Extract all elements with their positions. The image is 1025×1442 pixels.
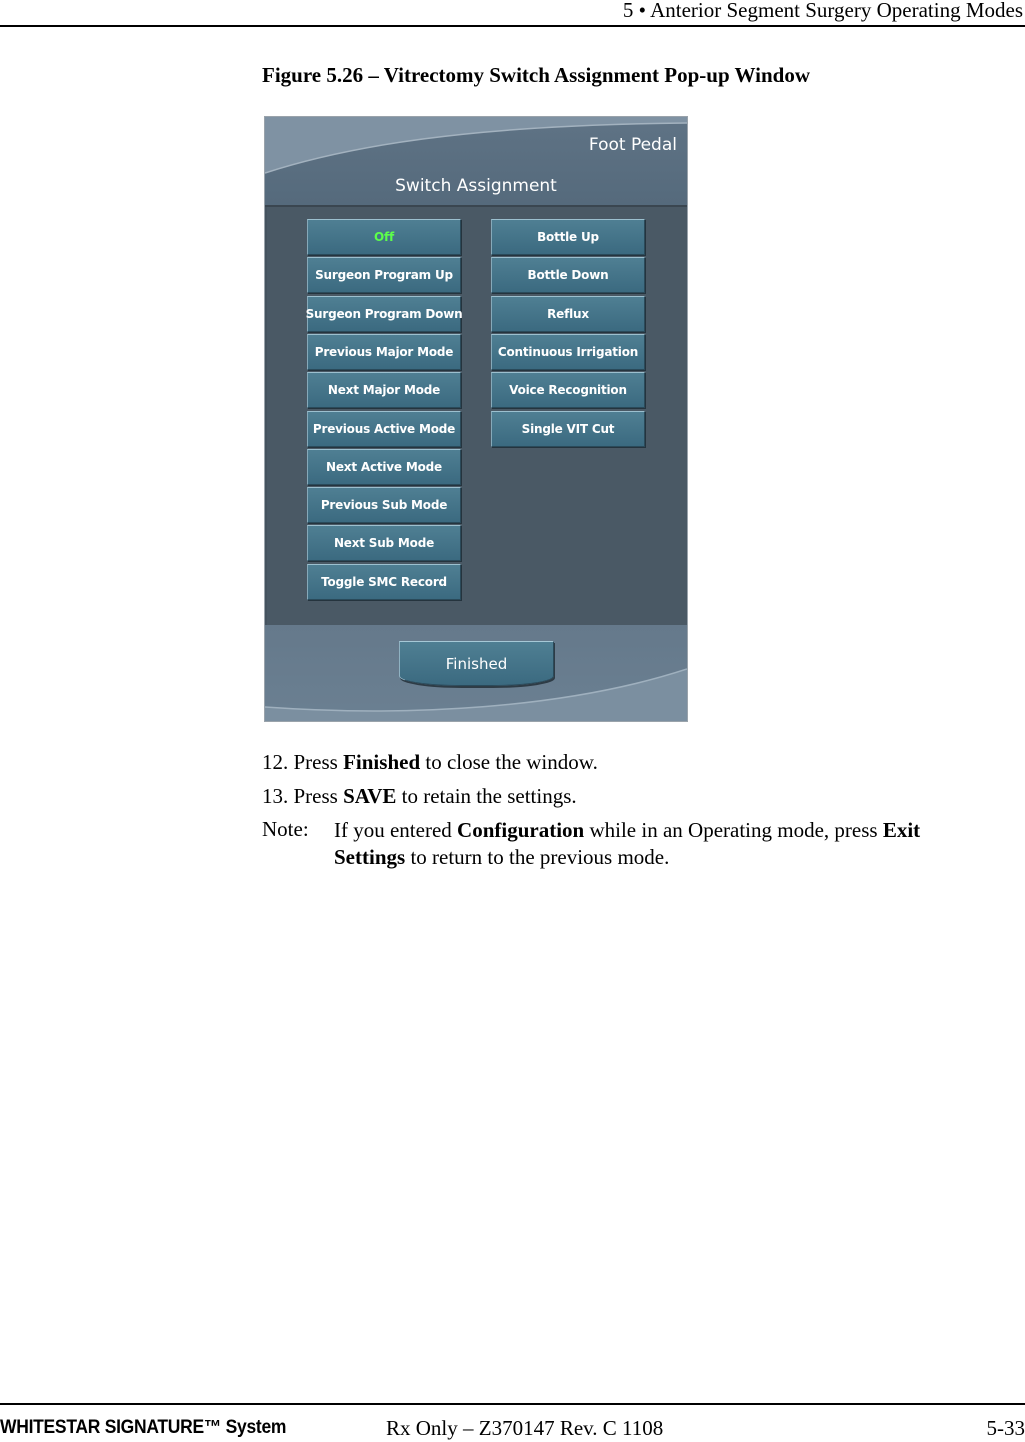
switch-option-toggle-smc-record[interactable]: Toggle SMC Record bbox=[307, 564, 461, 600]
switch-option-bottle-down[interactable]: Bottle Down bbox=[491, 257, 645, 293]
step-keyword: SAVE bbox=[343, 784, 397, 808]
step-number: 12. bbox=[262, 750, 289, 774]
foot-pedal-label: Foot Pedal bbox=[588, 135, 677, 155]
footer-doc-id: Rx Only – Z370147 Rev. C 1108 bbox=[386, 1416, 664, 1440]
switch-option-voice-recognition[interactable]: Voice Recognition bbox=[491, 372, 645, 408]
switch-options-area bbox=[267, 207, 687, 627]
switch-option-continuous-irrigation[interactable]: Continuous Irrigation bbox=[491, 334, 645, 370]
finished-button[interactable]: Finished bbox=[399, 641, 554, 686]
popup-header bbox=[265, 117, 687, 207]
switch-option-next-major-mode[interactable]: Next Major Mode bbox=[307, 372, 461, 408]
note-text-part: while in an Operating mode, press bbox=[589, 818, 878, 842]
step-text: to retain the settings. bbox=[401, 784, 577, 808]
switch-option-bottle-up[interactable]: Bottle Up bbox=[491, 219, 645, 255]
footer-product: WHITESTAR SIGNATURE™ System bbox=[0, 1417, 287, 1438]
popup-title: Switch Assignment bbox=[395, 176, 557, 196]
switch-option-previous-sub-mode[interactable]: Previous Sub Mode bbox=[307, 487, 461, 523]
switch-option-reflux[interactable]: Reflux bbox=[491, 296, 645, 332]
step-text: Press bbox=[293, 750, 338, 774]
switch-assignment-popup bbox=[264, 116, 688, 722]
note-keyword: Exit Settings bbox=[334, 818, 921, 869]
step-12 bbox=[262, 750, 598, 775]
step-13 bbox=[262, 784, 577, 809]
note-keyword: Configuration bbox=[457, 818, 585, 842]
note-label: Note: bbox=[262, 817, 309, 841]
note-text-part: If you entered bbox=[334, 818, 452, 842]
switch-option-surgeon-program-up[interactable]: Surgeon Program Up bbox=[307, 257, 461, 293]
switch-option-previous-major-mode[interactable]: Previous Major Mode bbox=[307, 334, 461, 370]
switch-option-next-active-mode[interactable]: Next Active Mode bbox=[307, 449, 461, 485]
step-keyword: Finished bbox=[343, 750, 421, 774]
switch-option-previous-active-mode[interactable]: Previous Active Mode bbox=[307, 411, 461, 447]
switch-option-next-sub-mode[interactable]: Next Sub Mode bbox=[307, 525, 461, 561]
note-text-part: to return to the previous mode. bbox=[410, 845, 670, 869]
page-number: 5-33 bbox=[986, 1416, 1025, 1440]
figure-caption: Figure 5.26 – Vitrectomy Switch Assignment Pop-up Window bbox=[262, 63, 810, 87]
step-text: to close the window. bbox=[425, 750, 598, 774]
note-text bbox=[334, 817, 994, 871]
header-rule bbox=[0, 25, 1025, 27]
switch-option-single-vit-cut[interactable]: Single VIT Cut bbox=[491, 411, 645, 447]
switch-option-surgeon-program-down[interactable]: Surgeon Program Down bbox=[307, 296, 461, 332]
running-header: 5 • Anterior Segment Surgery Operating Modes bbox=[622, 0, 1023, 22]
step-text: Press bbox=[293, 784, 338, 808]
footer-rule bbox=[0, 1403, 1025, 1405]
switch-option-off[interactable]: Off bbox=[307, 219, 461, 255]
step-number: 13. bbox=[262, 784, 289, 808]
